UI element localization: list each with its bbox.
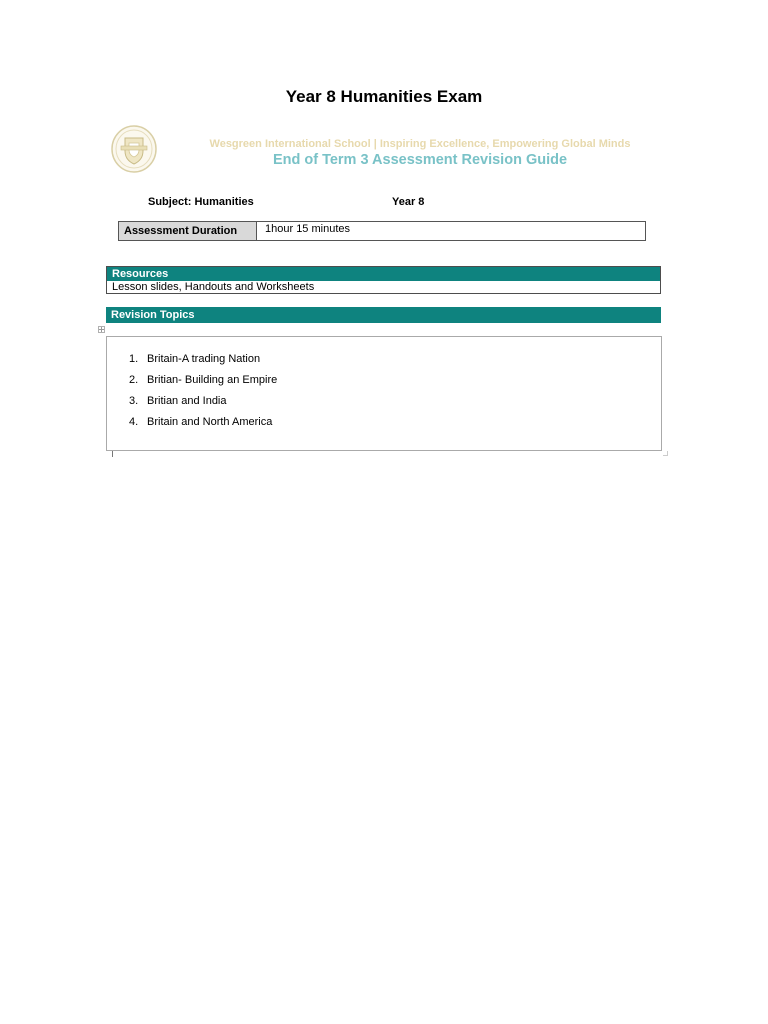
list-item-text: Britain-A trading Nation	[147, 353, 261, 365]
list-item-number: 3.	[129, 395, 139, 407]
table-resize-handle[interactable]	[663, 451, 668, 456]
table-move-handle-icon[interactable]	[98, 326, 105, 333]
revision-topics-list	[107, 337, 661, 433]
table-edge-marker	[112, 451, 113, 457]
list-item	[129, 412, 661, 433]
list-item-text: Britian and India	[147, 395, 227, 407]
list-item	[129, 370, 661, 391]
revision-topics-heading: Revision Topics	[106, 307, 661, 323]
school-header	[110, 124, 670, 176]
resources-heading: Resources	[107, 267, 660, 281]
list-item	[129, 349, 661, 370]
school-crest-icon	[110, 124, 158, 174]
duration-label: Assessment Duration	[119, 222, 257, 240]
year-label: Year 8	[392, 196, 425, 208]
list-item-number: 1.	[129, 353, 139, 365]
resources-section	[106, 266, 661, 294]
duration-value: 1hour 15 minutes	[265, 223, 350, 235]
school-name: Wesgreen International School | Inspiring Excellence, Empowering Global Minds	[209, 138, 631, 150]
list-item-text: Britain and North America	[147, 416, 273, 428]
assessment-duration-table	[118, 221, 646, 241]
page-title: Year 8 Humanities Exam	[285, 87, 483, 106]
list-item-text: Britian- Building an Empire	[147, 374, 278, 386]
subject-label: Subject: Humanities	[148, 196, 254, 208]
list-item-number: 4.	[129, 416, 139, 428]
revision-topics-box	[106, 336, 662, 451]
list-item-number: 2.	[129, 374, 139, 386]
guide-title: End of Term 3 Assessment Revision Guide	[272, 152, 568, 168]
list-item	[129, 391, 661, 412]
resources-text: Lesson slides, Handouts and Worksheets	[112, 281, 315, 293]
